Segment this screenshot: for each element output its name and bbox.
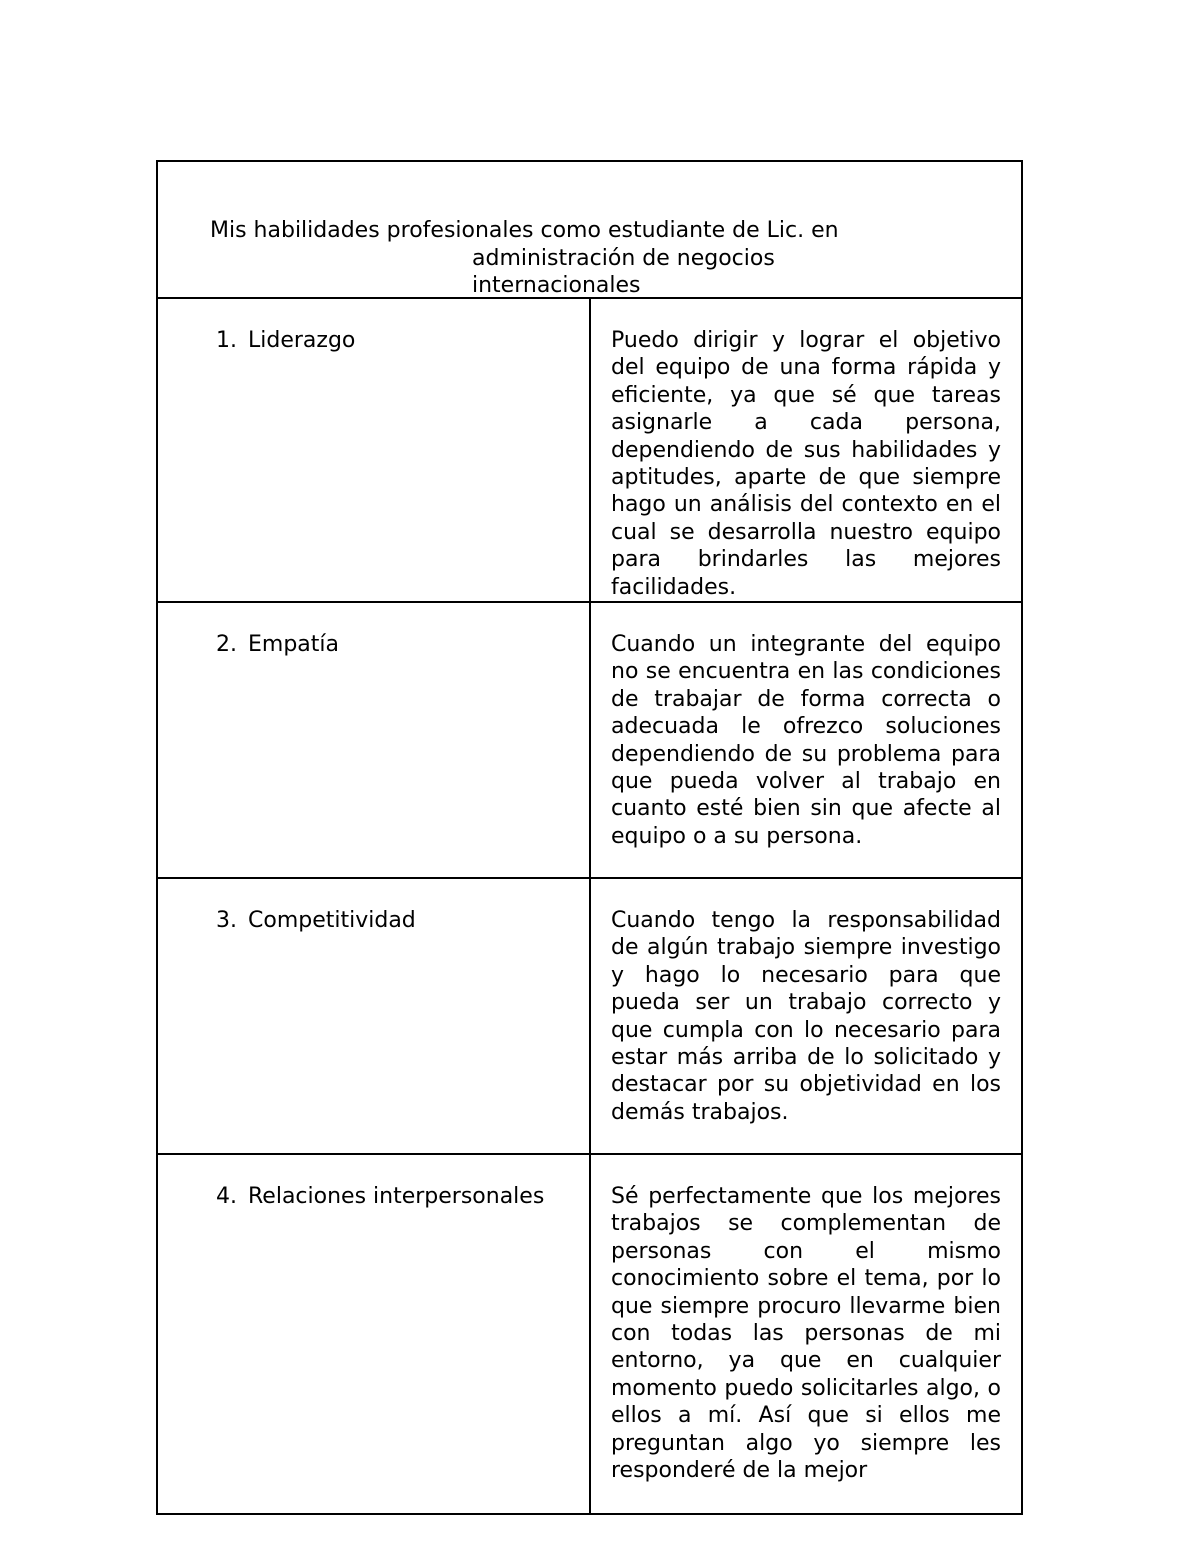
skill-description: Puedo dirigir y lograr el objetivo del equipo de una forma rápida y eficiente, ya que sé que tareas asignarle a cada persona, dependiendo de sus habilidades y aptitudes, aparte de que siempre hago un análisis del contexto en el cual se desarrolla nuestro equipo para brindarles las mejores facilidades.: [611, 328, 1001, 600]
title-line-3: internacionales: [472, 273, 641, 298]
skill-label: Competitividad: [248, 908, 416, 933]
skill-cell: [158, 879, 591, 1153]
table-row: [158, 299, 1021, 603]
skill-description: Cuando tengo la responsabilidad de algún trabajo siempre investigo y hago lo necesario para que pueda ser un trabajo correcto y que cumpla con lo necesario para estar más arriba de lo solicitado y destacar por su objetividad en los demás trabajos.: [611, 908, 1001, 1125]
table-header: [158, 162, 1021, 299]
skill-number: 3.: [216, 908, 237, 933]
skill-name: [216, 1183, 544, 1210]
table-row: [158, 603, 1021, 879]
skill-label: Liderazgo: [248, 328, 356, 353]
skill-name: [216, 907, 416, 934]
skill-name: [216, 631, 339, 658]
skill-description: Cuando un integrante del equipo no se encuentra en las condiciones de trabajar de forma correcta o adecuada le ofrezco soluciones dependiendo de su problema para que pueda volver al trabajo en cuanto esté bien sin que afecte al equipo o a su persona.: [611, 632, 1001, 849]
skill-description: Sé perfectamente que los mejores trabajos se complementan de personas con el mismo conocimiento sobre el tema, por lo que siempre procuro llevarme bien con todas las personas de mi entorno, ya que en cualquier momento puedo solicitarles algo, o ellos a mí. Así que si ellos me preguntan algo yo siempre les responderé de la mejor: [611, 1184, 1001, 1484]
skill-cell: [158, 1155, 591, 1513]
description-cell: [591, 299, 1021, 601]
skill-label: Empatía: [248, 632, 339, 657]
description-cell: [591, 603, 1021, 877]
title-line-2: administración de negocios: [472, 246, 775, 271]
skill-name: [216, 327, 355, 354]
skill-number: 4.: [216, 1184, 237, 1209]
skill-number: 2.: [216, 632, 237, 657]
title-line-1: Mis habilidades profesionales como estudiante de Lic. en: [210, 218, 839, 243]
description-cell: [591, 879, 1021, 1153]
skill-number: 1.: [216, 328, 237, 353]
skills-table: [156, 160, 1023, 1515]
table-row: [158, 1155, 1021, 1513]
table-row: [158, 879, 1021, 1155]
skill-cell: [158, 299, 591, 601]
skill-label: Relaciones interpersonales: [248, 1184, 545, 1209]
description-cell: [591, 1155, 1021, 1513]
skill-cell: [158, 603, 591, 877]
